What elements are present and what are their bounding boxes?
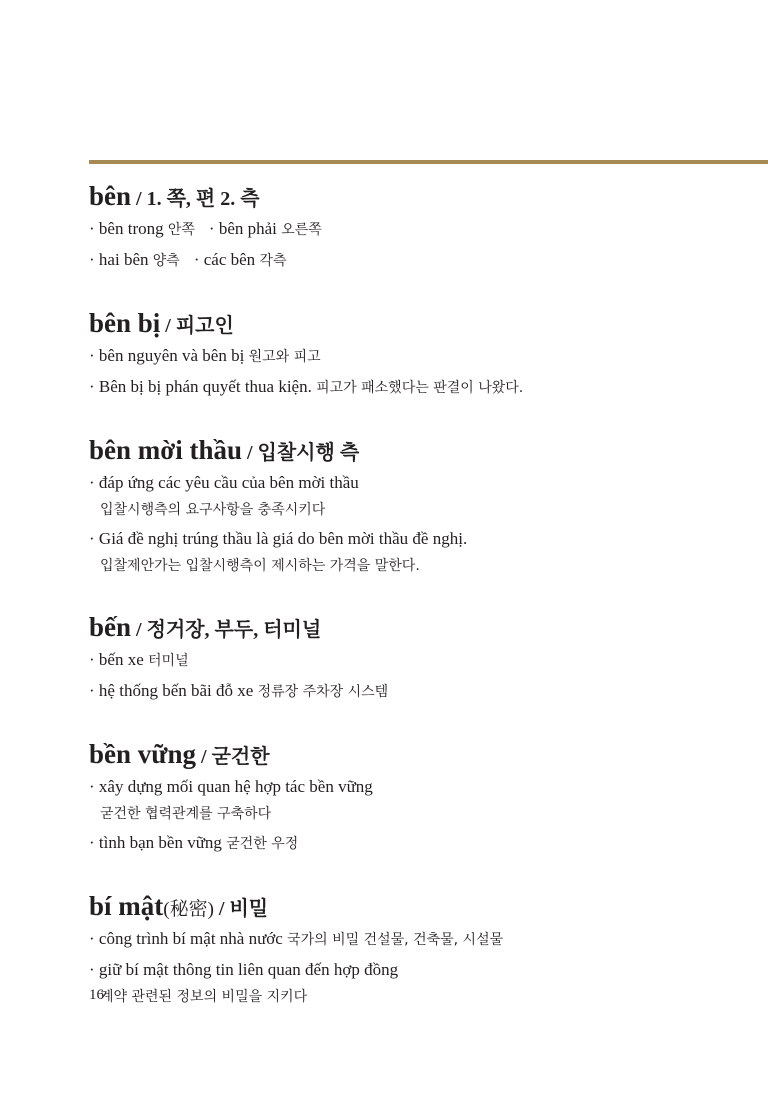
example-vi: xây dựng mối quan hệ hợp tác bền vững xyxy=(98,777,373,796)
headword: bên bị xyxy=(89,308,161,338)
separator: / xyxy=(160,315,176,337)
separator: / xyxy=(241,442,258,464)
entry-heading xyxy=(89,888,749,924)
example: · Giá đề nghị trúng thầu là giá do bên mời thầu đề nghị. xyxy=(89,529,468,548)
example-vi: bên trong xyxy=(98,219,164,238)
example-ko: 안쪽 xyxy=(167,222,195,238)
example-vi: hệ thống bến bãi đỗ xe xyxy=(98,681,254,700)
meaning: 정거장, 부두, 터미널 xyxy=(146,619,322,641)
separator: / xyxy=(213,898,230,920)
entry-ben-bi xyxy=(89,305,749,403)
meaning: 입찰시행 측 xyxy=(257,442,360,464)
example-ko: 정류장 주차장 시스템 xyxy=(257,684,389,700)
meaning: 굳건한 xyxy=(211,746,270,768)
hanja: (秘密) xyxy=(163,899,214,920)
example-ko: 피고가 패소했다는 판결이 나왔다. xyxy=(316,380,524,396)
example: · tình bạn bền vững 굳건한 우정 xyxy=(89,833,299,852)
example-ko: 굳건한 우정 xyxy=(226,836,299,852)
example-ko: 각측 xyxy=(259,253,287,269)
example-vi: đáp ứng các yêu cầu của bên mời thầu xyxy=(98,473,359,492)
example-vi: bên phải xyxy=(218,219,277,238)
top-rule xyxy=(89,160,768,164)
example: · bến xe 터미널 xyxy=(89,650,189,669)
entry-heading xyxy=(89,736,749,772)
entry-ben-vung xyxy=(89,736,749,859)
example-vi: giữ bí mật thông tin liên quan đến hợp đồng xyxy=(98,960,399,979)
example-vi: tình bạn bền vững xyxy=(98,833,222,852)
entry-heading xyxy=(89,432,749,468)
example-vi: bên nguyên và bên bị xyxy=(98,346,245,365)
example-translation: 입찰제안가는 입찰시행측이 제시하는 가격을 말한다. xyxy=(100,558,420,574)
example-vi: các bên xyxy=(203,250,256,269)
example-vi: bến xe xyxy=(98,650,144,669)
example-ko: 터미널 xyxy=(148,653,189,669)
headword: bên mời thầu xyxy=(89,435,242,465)
separator: / xyxy=(196,746,212,768)
example-vi: Bên bị bị phán quyết thua kiện. xyxy=(98,377,312,396)
example-ko: 국가의 비밀 건설물, 건축물, 시설물 xyxy=(287,932,504,948)
example-translation: 입찰시행측의 요구사항을 충족시키다 xyxy=(100,502,326,518)
example: · Bên bị bị phán quyết thua kiện. 피고가 패소했다는 판결이 나왔다. xyxy=(89,377,524,396)
example-ko: 양측 xyxy=(152,253,180,269)
example: · đáp ứng các yêu cầu của bên mời thầu xyxy=(89,473,359,492)
meaning: 피고인 xyxy=(175,315,234,337)
example: · giữ bí mật thông tin liên quan đến hợp đồng xyxy=(89,960,399,979)
dictionary-entries xyxy=(89,178,749,1011)
headword: bến xyxy=(89,612,132,642)
meaning: 비밀 xyxy=(229,898,269,920)
example-vi: hai bên xyxy=(98,250,149,269)
example-ko: 오른쪽 xyxy=(281,222,322,238)
example-vi: Giá đề nghị trúng thầu là giá do bên mời thầu đề nghị. xyxy=(98,529,468,548)
separator: / xyxy=(131,619,147,641)
separator: / xyxy=(131,188,147,210)
example-translation: 계약 관련된 정보의 비밀을 지키다 xyxy=(100,989,308,1005)
headword: bền vững xyxy=(89,739,196,769)
meaning: 1. 쪽, 편 2. 측 xyxy=(146,188,260,210)
example: · bên trong 안쪽 · bên phải 오른쪽 xyxy=(89,219,322,238)
example-ko: 원고와 피고 xyxy=(248,349,321,365)
example: · hệ thống bến bãi đỗ xe 정류장 주차장 시스템 xyxy=(89,681,389,700)
example: · bên nguyên và bên bị 원고와 피고 xyxy=(89,346,321,365)
entry-ben-moi-thau xyxy=(89,432,749,580)
headword: bí mật xyxy=(89,891,164,921)
page-number: 16 xyxy=(89,987,104,1003)
entry-heading xyxy=(89,609,749,645)
example: · công trình bí mật nhà nước 국가의 비밀 건설물, 건축물, 시설물 xyxy=(89,929,504,948)
example: · xây dựng mối quan hệ hợp tác bền vững xyxy=(89,777,373,796)
entry-heading xyxy=(89,178,749,214)
example: · hai bên 양측 · các bên 각측 xyxy=(89,250,287,269)
entry-ben-terminal xyxy=(89,609,749,707)
example-vi: công trình bí mật nhà nước xyxy=(98,929,283,948)
example-translation: 굳건한 협력관계를 구축하다 xyxy=(100,806,272,822)
entry-ben xyxy=(89,178,749,276)
entry-bi-mat xyxy=(89,888,749,1011)
entry-heading xyxy=(89,305,749,341)
headword: bên xyxy=(89,181,132,211)
